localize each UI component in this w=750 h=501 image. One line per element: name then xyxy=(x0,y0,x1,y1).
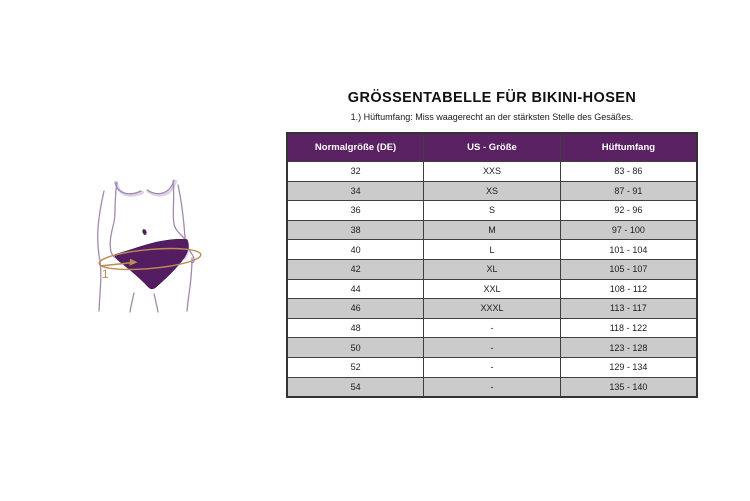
navel xyxy=(142,228,148,235)
table-cell: 48 xyxy=(287,318,424,338)
table-cell: 40 xyxy=(287,240,424,260)
table-cell: 135 - 140 xyxy=(560,377,697,397)
table-cell: - xyxy=(424,318,561,338)
table-row xyxy=(287,357,697,377)
table-cell: XXL xyxy=(424,279,561,299)
size-table xyxy=(286,132,698,398)
table-cell: M xyxy=(424,220,561,240)
table-cell: 97 - 100 xyxy=(560,220,697,240)
table-row xyxy=(287,338,697,358)
table-cell: 87 - 91 xyxy=(560,181,697,201)
table-cell: 52 xyxy=(287,357,424,377)
table-row xyxy=(287,181,697,201)
table-cell: S xyxy=(424,201,561,221)
right-inner-leg-line xyxy=(154,294,158,312)
table-cell: 46 xyxy=(287,299,424,319)
table-row xyxy=(287,299,697,319)
table-cell: 44 xyxy=(287,279,424,299)
table-cell: 105 - 107 xyxy=(560,259,697,279)
size-table-header xyxy=(287,133,697,162)
column-header-us-size: US - Größe xyxy=(424,133,561,162)
table-row xyxy=(287,279,697,299)
table-cell: 129 - 134 xyxy=(560,357,697,377)
table-cell: 34 xyxy=(287,181,424,201)
column-header-de-size: Normalgröße (DE) xyxy=(287,133,424,162)
left-torso-line xyxy=(110,182,117,258)
table-cell: 50 xyxy=(287,338,424,358)
table-cell: XXXL xyxy=(424,299,561,319)
measurement-marker-number: 1 xyxy=(102,267,109,281)
table-cell: 92 - 96 xyxy=(560,201,697,221)
table-cell: 113 - 117 xyxy=(560,299,697,319)
table-cell: XL xyxy=(424,259,561,279)
table-cell: L xyxy=(424,240,561,260)
table-cell: XS xyxy=(424,181,561,201)
table-cell: 42 xyxy=(287,259,424,279)
table-cell: 32 xyxy=(287,162,424,182)
table-cell: - xyxy=(424,338,561,358)
table-row xyxy=(287,240,697,260)
table-cell: - xyxy=(424,377,561,397)
table-cell: 101 - 104 xyxy=(560,240,697,260)
table-cell: 123 - 128 xyxy=(560,338,697,358)
table-row xyxy=(287,377,697,397)
table-row xyxy=(287,201,697,221)
table-cell: 36 xyxy=(287,201,424,221)
table-row xyxy=(287,259,697,279)
table-row xyxy=(287,162,697,182)
table-cell: - xyxy=(424,357,561,377)
table-cell: 108 - 112 xyxy=(560,279,697,299)
hip-measurement-illustration xyxy=(70,145,220,355)
left-arm-line xyxy=(98,191,104,311)
table-cell: 38 xyxy=(287,220,424,240)
right-thigh-line xyxy=(187,258,192,311)
table-row xyxy=(287,220,697,240)
column-header-hip-circumference: Hüftumfang xyxy=(560,133,697,162)
table-cell: 54 xyxy=(287,377,424,397)
size-table-body xyxy=(287,162,697,398)
page-title: GRÖSSENTABELLE FÜR BIKINI-HOSEN xyxy=(347,90,637,106)
left-inner-leg-line xyxy=(130,293,134,312)
measurement-instruction: 1.) Hüftumfang: Miss waagerecht an der stärksten Stelle des Gesäßes. xyxy=(350,112,634,122)
table-row xyxy=(287,318,697,338)
table-cell: 83 - 86 xyxy=(560,162,697,182)
table-cell: XXS xyxy=(424,162,561,182)
header-row xyxy=(287,133,697,162)
table-cell: 118 - 122 xyxy=(560,318,697,338)
bikini-figure-drawing xyxy=(70,145,220,355)
